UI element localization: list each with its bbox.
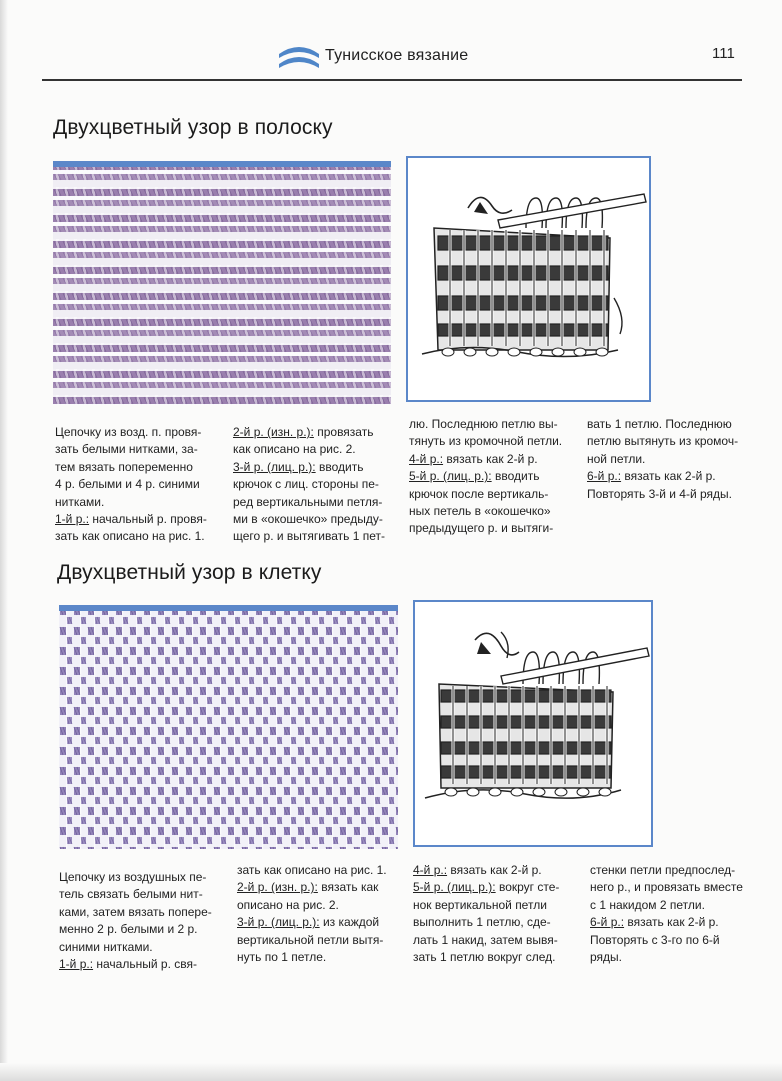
text-line <box>233 528 395 545</box>
line-text: ных петель в «окошечко» <box>409 504 551 519</box>
line-text: ред вертикальными петля- <box>233 494 383 509</box>
text-column-3 <box>409 416 575 538</box>
text-line <box>237 862 399 879</box>
text-line <box>587 468 747 485</box>
line-text: с 1 накидом 2 петли. <box>590 897 705 912</box>
line-text: нок вертикальной петли <box>413 897 547 912</box>
line-text: лать 1 накид, затем вывя- <box>413 932 558 947</box>
text-line <box>55 424 223 441</box>
stitch-illustration-1 <box>408 158 649 400</box>
line-text: вводить <box>315 459 364 474</box>
text-line <box>409 520 575 537</box>
text-line <box>237 879 399 896</box>
line-text: нитками. <box>55 494 105 509</box>
row-label: 3-й р. (лиц. р.): <box>233 459 316 474</box>
text-line <box>590 949 750 966</box>
text-line <box>587 433 747 450</box>
line-text: лю. Последнюю петлю вы- <box>409 417 558 431</box>
text-line <box>59 886 229 903</box>
check-pattern-photo <box>59 605 398 849</box>
line-text: Повторять с 3-го по 6-й <box>590 932 720 947</box>
text-line <box>237 897 399 914</box>
line-text: зать как описано на рис. 1. <box>237 863 387 877</box>
row-label: 1-й р.: <box>55 512 90 527</box>
page-bottom-edge <box>0 1063 782 1081</box>
text-line <box>59 956 229 973</box>
line-text: него р., и провязать вместе <box>590 880 743 895</box>
line-text: Цепочку из возд. п. провя- <box>55 425 202 439</box>
stripe-pattern-photo <box>53 161 391 405</box>
line-text: тянуть из кромочной петли. <box>409 434 563 449</box>
line-text: ряды. <box>590 950 622 965</box>
row-label: 6-й р.: <box>587 469 622 484</box>
text-line <box>233 441 395 458</box>
text-line <box>59 939 229 956</box>
text-line <box>55 511 223 528</box>
text-column-5 <box>59 869 229 973</box>
text-line <box>233 424 395 441</box>
text-line <box>59 921 229 938</box>
section-title-check: Двухцветный узор в клетку <box>57 561 322 584</box>
text-line <box>413 897 575 914</box>
section-title-stripes: Двухцветный узор в полоску <box>53 116 333 139</box>
line-text: вязать как 2-й р. <box>447 863 542 877</box>
text-line <box>413 932 575 949</box>
check-knit-texture <box>59 605 398 849</box>
line-text: зать как описано на рис. 1. <box>55 529 205 544</box>
line-text: 4 р. белыми и 4 р. синими <box>55 477 200 492</box>
row-label: 5-й р. (лиц. р.): <box>409 469 492 484</box>
row-label: 3-й р. (лиц. р.): <box>237 915 320 930</box>
text-column-4 <box>587 416 747 503</box>
line-text: начальный р. свя- <box>93 957 197 972</box>
row-label: 4-й р.: <box>409 451 444 466</box>
line-text: предыдущего р. и вытяги- <box>409 521 554 536</box>
text-line <box>590 862 750 879</box>
line-text: описано на рис. 2. <box>237 897 339 912</box>
text-line <box>55 476 223 493</box>
text-line <box>59 869 229 886</box>
text-line <box>409 416 575 433</box>
line-text: как описано на рис. 2. <box>233 442 356 457</box>
text-line <box>233 459 395 476</box>
line-text: щего р. и вытягивать 1 пет- <box>233 529 385 544</box>
text-line <box>590 914 750 931</box>
text-line <box>55 528 223 545</box>
text-line <box>587 451 747 468</box>
line-text: зать 1 петлю вокруг след. <box>413 950 556 965</box>
page-shadow <box>0 0 8 1081</box>
text-line <box>409 433 575 450</box>
text-line <box>237 949 399 966</box>
line-text: вертикальной петли вытя- <box>237 932 384 947</box>
photo-top-bar <box>59 605 398 611</box>
line-text: менно 2 р. белыми и 2 р. <box>59 922 198 937</box>
text-line <box>409 468 575 485</box>
text-line <box>409 486 575 503</box>
header-divider <box>42 79 742 81</box>
stitch-diagram-1 <box>406 156 651 402</box>
line-text: вводить <box>491 469 540 484</box>
line-text: синими нитками. <box>59 939 153 954</box>
line-text: Повторять 3-й и 4-й ряды. <box>587 486 733 501</box>
line-text: Цепочку из воздушных пе- <box>59 870 207 884</box>
line-text: выполнить 1 петлю, сде- <box>413 915 551 930</box>
text-line <box>233 511 395 528</box>
row-label: 2-й р. (изн. р.): <box>237 880 318 895</box>
text-line <box>413 914 575 931</box>
line-text: петлю вытянуть из кромоч- <box>587 434 739 449</box>
line-text: вать 1 петлю. Последнюю <box>587 417 732 431</box>
stitch-diagram-2 <box>413 600 653 847</box>
row-label: 1-й р.: <box>59 957 94 972</box>
row-label: 4-й р.: <box>413 863 448 877</box>
line-text: начальный р. провя- <box>89 512 207 527</box>
line-text: вязать как 2-й р. <box>621 469 716 484</box>
row-label: 6-й р.: <box>590 915 625 930</box>
line-text: провязать <box>313 425 374 439</box>
text-column-1 <box>55 424 223 546</box>
page-number: 111 <box>712 45 735 62</box>
line-text: тель связать белыми нит- <box>59 887 203 902</box>
line-text: вязать как 2-й р. <box>624 915 719 930</box>
line-text: вязать как <box>317 880 379 895</box>
text-line <box>59 904 229 921</box>
row-label: 2-й р. (изн. р.): <box>233 425 314 439</box>
text-line <box>237 932 399 949</box>
text-line <box>413 949 575 966</box>
text-line <box>590 879 750 896</box>
line-text: ками, затем вязать попере- <box>59 904 212 919</box>
text-line <box>233 476 395 493</box>
logo-icon <box>276 42 322 70</box>
text-line <box>237 914 399 931</box>
text-line <box>409 451 575 468</box>
text-line <box>413 879 575 896</box>
line-text: из каждой <box>319 915 380 930</box>
text-line <box>587 486 747 503</box>
text-line <box>409 503 575 520</box>
header-title: Тунисское вязание <box>325 47 469 64</box>
text-line <box>590 932 750 949</box>
text-line <box>55 494 223 511</box>
text-line <box>55 441 223 458</box>
text-column-2 <box>233 424 395 546</box>
line-text: ми в «окошечко» предыду- <box>233 512 383 527</box>
stitch-illustration-2 <box>415 602 651 845</box>
line-text: стенки петли предпослед- <box>590 863 736 877</box>
text-column-6 <box>237 862 399 966</box>
stripe-knit-texture <box>53 161 391 405</box>
text-line <box>587 416 747 433</box>
text-column-8 <box>590 862 750 966</box>
line-text: ной петли. <box>587 451 646 466</box>
line-text: тем вязать попеременно <box>55 459 193 474</box>
line-text: зать белыми нитками, за- <box>55 442 198 457</box>
text-column-7 <box>413 862 575 966</box>
text-line <box>233 494 395 511</box>
line-text: вокруг сте- <box>495 880 560 895</box>
line-text: вязать как 2-й р. <box>443 451 538 466</box>
line-text: нуть по 1 петле. <box>237 950 327 965</box>
text-line <box>413 862 575 879</box>
text-line <box>55 459 223 476</box>
row-label: 5-й р. (лиц. р.): <box>413 880 496 895</box>
photo-top-bar <box>53 161 391 167</box>
line-text: крючок после вертикаль- <box>409 486 549 501</box>
text-line <box>590 897 750 914</box>
line-text: крючок с лиц. стороны пе- <box>233 477 379 492</box>
